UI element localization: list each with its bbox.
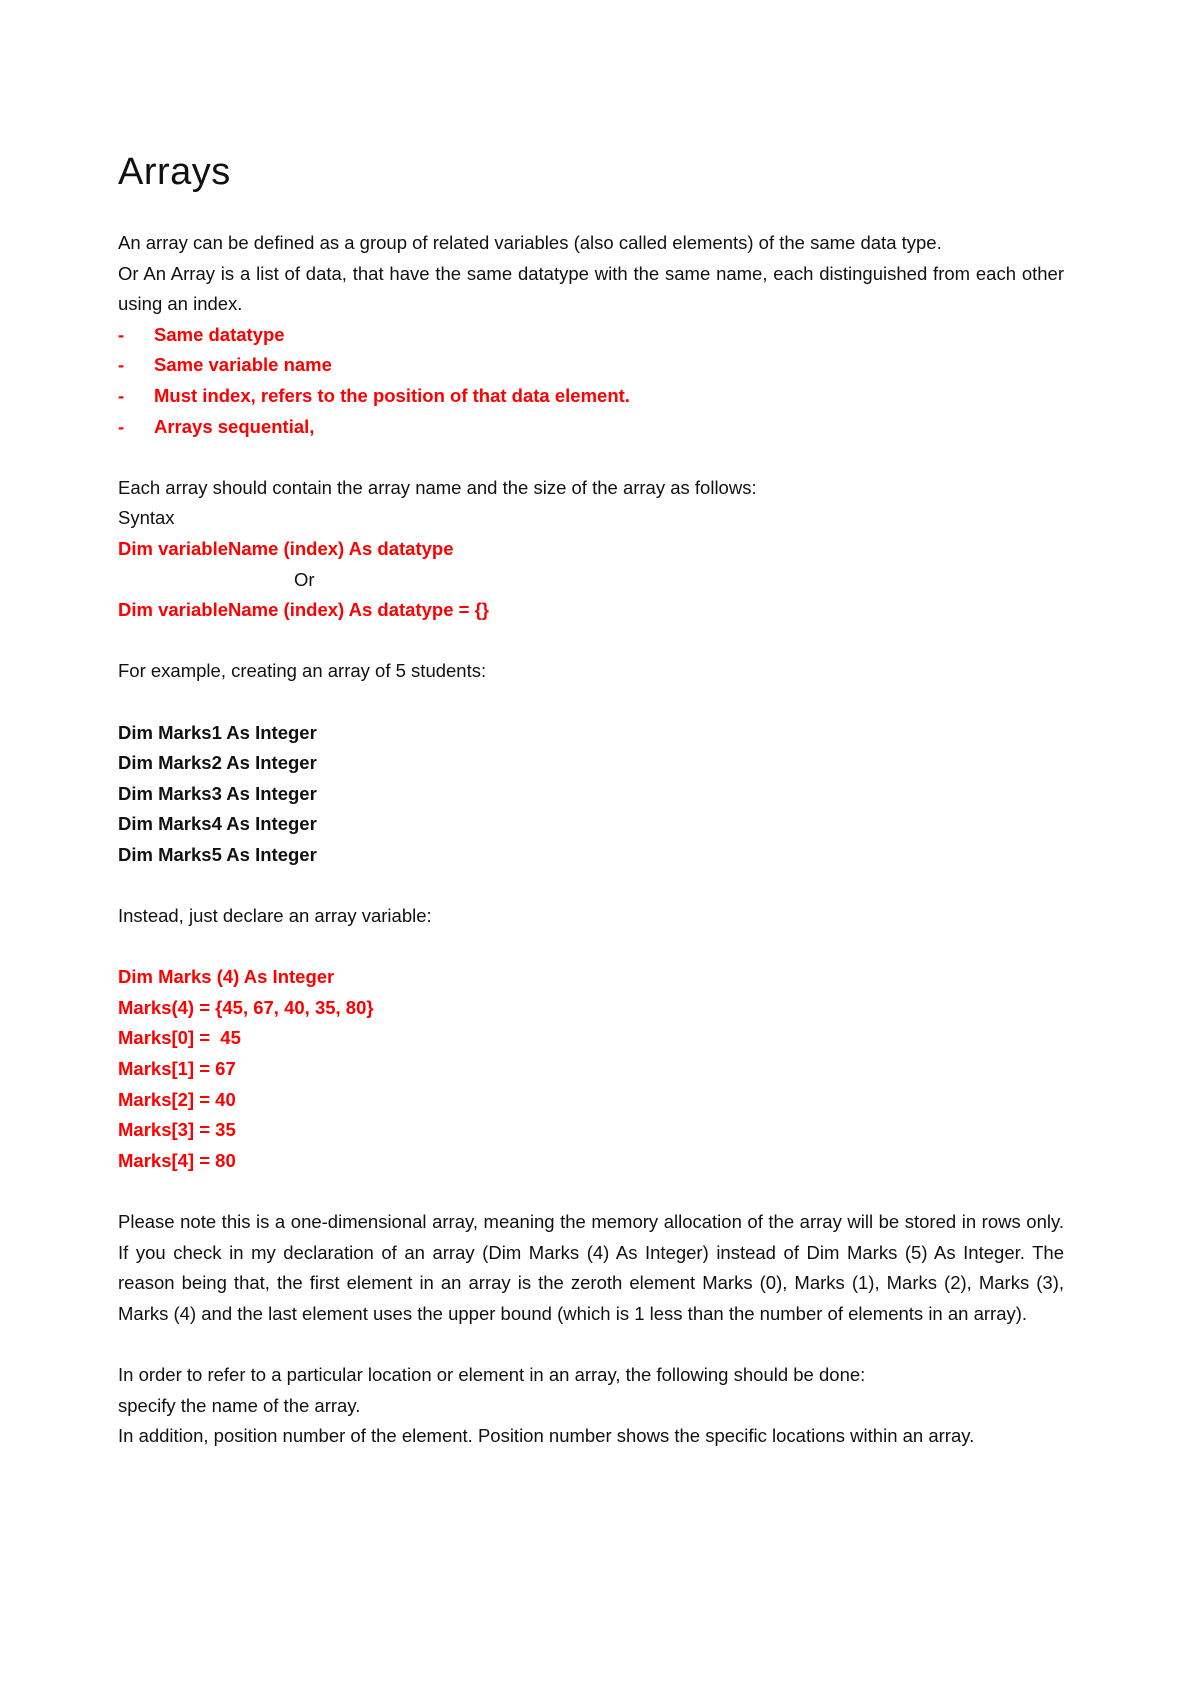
- dim-line: Dim Marks3 As Integer: [118, 782, 317, 804]
- dim-line: Dim Marks1 As Integer: [118, 721, 317, 743]
- spacer: [118, 626, 1064, 657]
- syntax-or: Or: [294, 568, 315, 590]
- array-code-line: Marks[4] = 80: [118, 1149, 236, 1171]
- bullet-item: [118, 381, 1064, 412]
- bullet-item: [118, 412, 1064, 443]
- dim-line: Dim Marks5 As Integer: [118, 843, 317, 865]
- bullet-item: [118, 350, 1064, 381]
- instead-text: Instead, just declare an array variable:: [118, 905, 432, 927]
- intro-line-2: Or An Array is a list of data, that have the same datatype with the same name, each distinguished from each other using an index.: [118, 262, 1064, 315]
- example-intro: For example, creating an array of 5 students:: [118, 660, 487, 682]
- syntax-intro: Each array should contain the array name and the size of the array as follows:: [118, 476, 757, 498]
- syntax-line-1: Dim variableName (index) As datatype: [118, 537, 454, 559]
- array-code-line: Marks[1] = 67: [118, 1058, 236, 1080]
- bullet-text: Same datatype: [154, 323, 285, 345]
- dim-line: Dim Marks4 As Integer: [118, 813, 317, 835]
- spacer: [118, 870, 1064, 901]
- page-title: Arrays: [118, 151, 231, 193]
- array-code-line: Marks(4) = {45, 67, 40, 35, 80}: [118, 996, 374, 1018]
- bullet-dash: -: [118, 323, 125, 345]
- array-code-line: Dim Marks (4) As Integer: [118, 966, 335, 988]
- array-code-line: Marks[3] = 35: [118, 1119, 236, 1141]
- dim-line: Dim Marks2 As Integer: [118, 752, 317, 774]
- bullet-text: Arrays sequential,: [154, 415, 315, 437]
- bullet-item: [118, 320, 1064, 351]
- bullet-dash: -: [118, 354, 125, 376]
- bullet-text: Same variable name: [154, 354, 332, 376]
- note-paragraph: Please note this is a one-dimensional array, meaning the memory allocation of the array will be stored in rows only. If you check in my declaration of an array (Dim Marks (4) As Integer) instead of Dim Marks (5) As Integer. The reason being that, the first element in an array is the zeroth element Marks (0), Marks (1), Marks (2), Marks (3), Marks (4) and the last element uses the upper bound (which is 1 less than the number of elements in an array).: [118, 1211, 1064, 1324]
- spacer: [118, 442, 1064, 473]
- refer-line-3: In addition, position number of the element. Position number shows the specific locations within an array.: [118, 1425, 975, 1447]
- syntax-line-2: Dim variableName (index) As datatype = {}: [118, 599, 489, 621]
- bullet-text: Must index, refers to the position of that data element.: [154, 384, 630, 406]
- document-content: [118, 148, 1064, 1452]
- bullet-dash: -: [118, 384, 125, 406]
- refer-line-2: specify the name of the array.: [118, 1394, 361, 1416]
- spacer: [118, 1329, 1064, 1360]
- array-code-line: Marks[0] = 45: [118, 1027, 241, 1049]
- intro-line-1: An array can be defined as a group of related variables (also called elements) of the same data type.: [118, 232, 942, 253]
- bullet-dash: -: [118, 415, 125, 437]
- syntax-label: Syntax: [118, 507, 175, 529]
- array-code-line: Marks[2] = 40: [118, 1088, 236, 1110]
- spacer: [118, 687, 1064, 718]
- spacer: [118, 1176, 1064, 1207]
- refer-line-1: In order to refer to a particular location or element in an array, the following should be done:: [118, 1363, 866, 1385]
- spacer: [118, 932, 1064, 963]
